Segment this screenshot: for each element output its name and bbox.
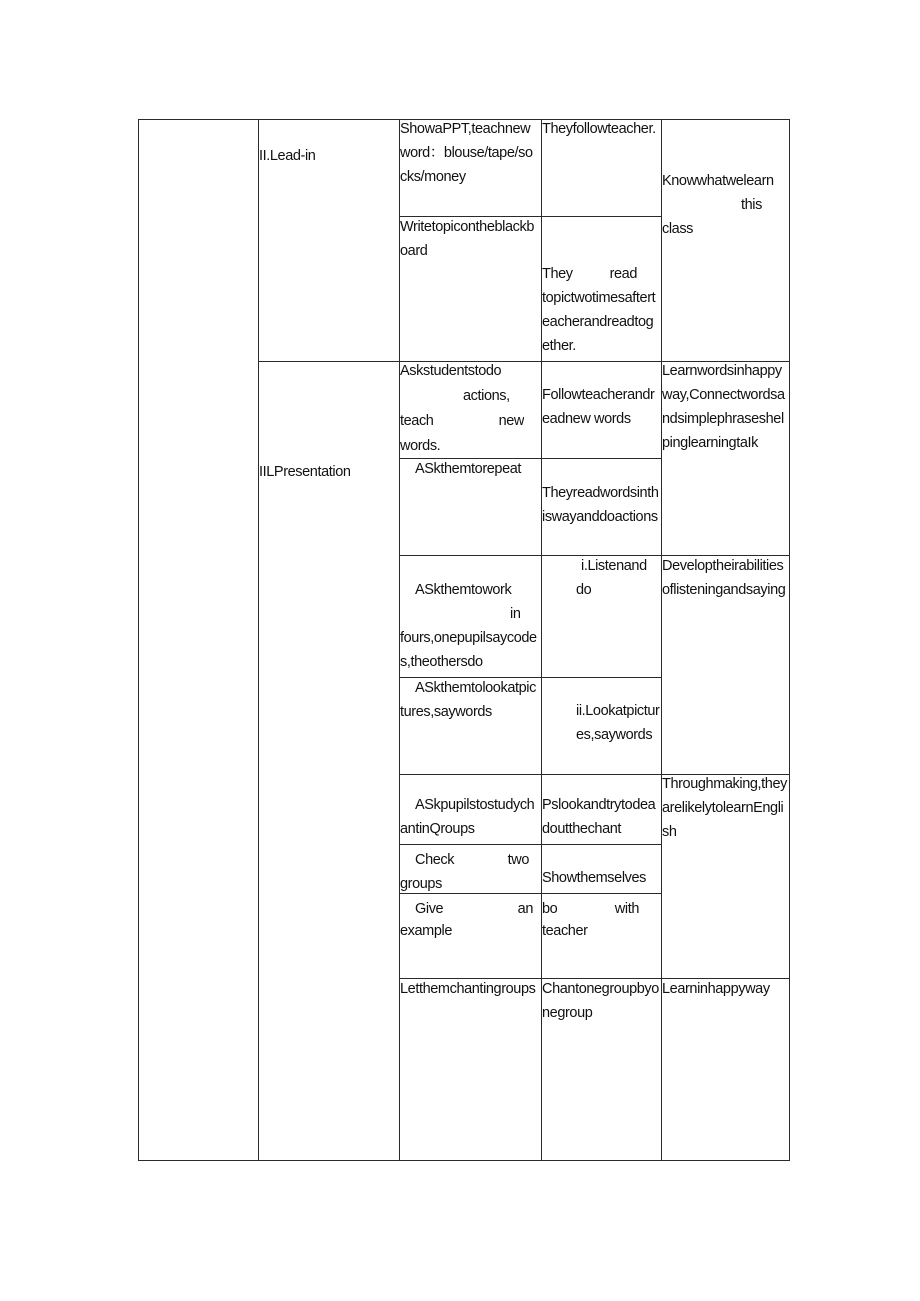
pres-student-show: Showthemselves — [542, 870, 647, 886]
stage-presentation: IILPresentation — [259, 464, 351, 480]
leadin-purpose-b: this — [741, 197, 762, 213]
leadin-purpose-a: Knowwhatwelearn — [662, 173, 774, 189]
pres-teacher-let: Letthemchantingroups — [400, 981, 536, 997]
pres-student-bo-a: bo with — [542, 901, 639, 917]
pres-teacher-give-b: example — [400, 923, 453, 939]
leadin-student-activity-2b: topictwotimesafterteacherandreadtogether. — [542, 290, 656, 354]
pres-teacher-check-b: groups — [400, 876, 442, 892]
pres-teacher-ask-d: words. — [400, 438, 441, 454]
pres-student-look: ii.Lookatpictures,saywords — [576, 703, 660, 743]
leadin-teacher-activity-2: Writetopicontheblackboard — [400, 219, 534, 259]
pres-teacher-work-a: ASkthemtowork — [415, 582, 512, 598]
leadin-student-activity-1: Theyfollowteacher. — [542, 121, 656, 137]
pres-student-read: Theyreadwordsinthiswayanddoactions — [542, 485, 659, 525]
pres-purpose-through: Throughmaking,theyarelikelytolearnEnglish — [662, 776, 787, 840]
pres-teacher-ask-a: Askstudentstodo — [400, 363, 502, 379]
pres-student-chant: Chantonegroupbyonegroup — [542, 981, 659, 1021]
col-divider-4 — [661, 119, 662, 1161]
pres-teacher-study: ASkpupilstostudychantinQroups — [400, 797, 535, 837]
col-divider-1 — [258, 119, 259, 1161]
pres-purpose-happy: Learninhappyway — [662, 981, 770, 997]
pres-student-listen-a: i.Listenand — [581, 558, 647, 574]
pres-teacher-ask-c: teach new — [400, 413, 524, 429]
pres-teacher-check-a: Check two — [415, 852, 529, 868]
table-border-right — [789, 119, 790, 1161]
leadin-student-activity-2a: They read — [542, 266, 637, 282]
pres-student-try: Pslookandtrytodeadoutthechant — [542, 797, 656, 837]
pres-teacher-look: ASkthemtolookatpictures,saywords — [400, 680, 536, 720]
pres-teacher-repeat: ASkthemtorepeat — [415, 461, 522, 477]
leadin-teacher-activity-1: ShowaPPT,teachnewword：blouse/tape/socks/money — [400, 121, 533, 185]
stage-lead-in: II.Lead-in — [259, 148, 316, 164]
row-divider-pres-5 — [399, 844, 661, 845]
pres-purpose-develop: Developtheirabilitiesoflisteningandsaying — [662, 558, 786, 598]
pres-teacher-work-b: in — [510, 606, 521, 622]
table-border-bottom — [138, 1160, 790, 1161]
pres-purpose-learnwords: Learnwordsinhappyway,ConnectwordsandsimplephraseshelpinglearningtaIk — [662, 363, 785, 451]
pres-teacher-ask-b: actions, — [463, 388, 510, 404]
pres-teacher-give-a: Give an — [415, 901, 533, 917]
pres-student-listen-b: do — [576, 582, 592, 598]
pres-student-follow: Followteacherandreadnew words — [542, 387, 655, 427]
leadin-purpose-c: class — [662, 221, 694, 237]
pres-teacher-work-c: fours,onepupilsaycodes,theothersdo — [400, 630, 537, 670]
table-border-left — [138, 119, 139, 1161]
pres-student-bo-b: teacher — [542, 923, 588, 939]
